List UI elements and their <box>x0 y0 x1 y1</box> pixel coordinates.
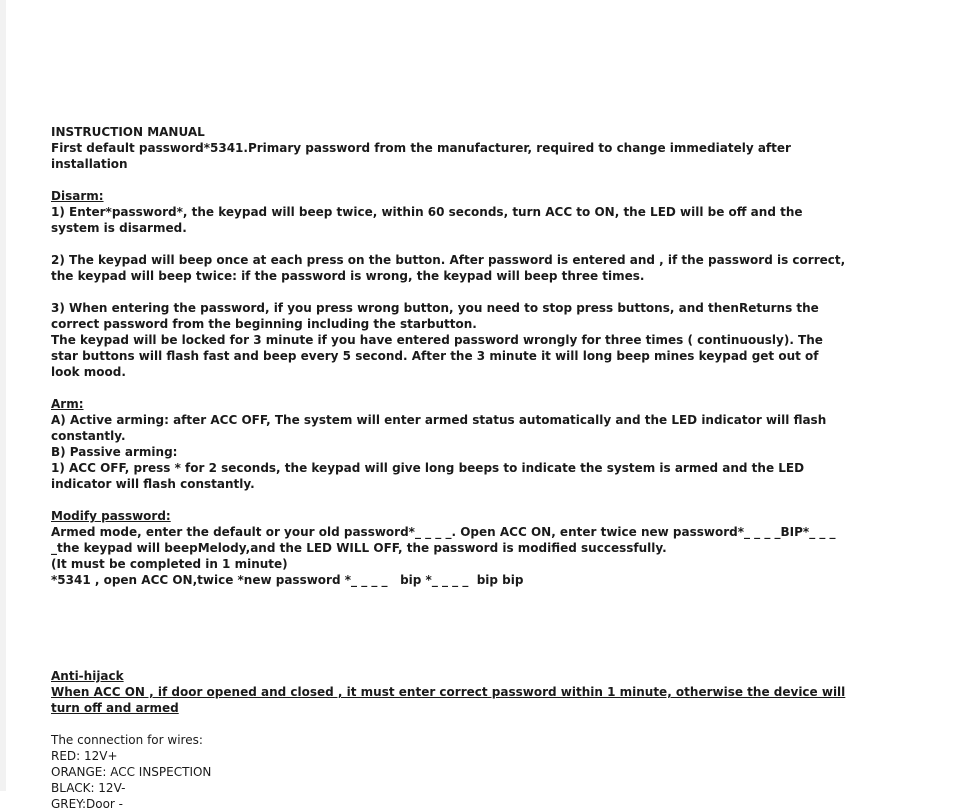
modify-time-note: (It must be completed in 1 minute) <box>51 557 288 571</box>
wire-black: BLACK: 12V- <box>51 781 126 795</box>
wire-red: RED: 12V+ <box>51 749 118 763</box>
lockout-note: The keypad will be locked for 3 minute if you have entered password wrongly for three times ( continuously). The star buttons will flash fast and beep every 5 second. After the 3 minute it will long beep mines keypad get out of look mood. <box>51 333 823 379</box>
intro-text: First default password*5341.Primary password from the manufacturer, required to change immediately after installation <box>51 141 791 171</box>
disarm-step-1: 1) Enter*password*, the keypad will beep twice, within 60 seconds, turn ACC to ON, the LED will be off and the system is disarmed. <box>51 205 803 235</box>
manual-content <box>51 124 851 812</box>
disarm-heading: Disarm: <box>51 189 104 203</box>
passive-arming: B) Passive arming: <box>51 445 178 459</box>
disarm-step-2: 2) The keypad will beep once at each press on the button. After password is entered and , if the password is correct, the keypad will beep twice: if the password is wrong, the keypad will beep three times. <box>51 253 846 283</box>
arm-heading: Arm: <box>51 397 84 411</box>
modify-example: *5341 , open ACC ON,twice *new password *_ _ _ _ bip *_ _ _ _ bip bip <box>51 573 524 587</box>
anti-hijack-text: When ACC ON , if door opened and closed , it must enter correct password within 1 minute, otherwise the device will turn off and armed <box>51 685 846 715</box>
wire-orange: ORANGE: ACC INSPECTION <box>51 765 212 779</box>
modify-text: Armed mode, enter the default or your old password*_ _ _ _. Open ACC ON, enter twice new password*_ _ _ _BIP*_ _ _ _the keypad will beepMelody,and the LED WILL OFF, the password is modified successfully. <box>51 525 836 555</box>
modify-heading: Modify password: <box>51 509 171 523</box>
disarm-step-3: 3) When entering the password, if you press wrong button, you need to stop press buttons, and thenReturns the correct password from the beginning including the starbutton. <box>51 301 819 331</box>
page-edge <box>0 0 6 791</box>
manual-title: INSTRUCTION MANUAL <box>51 125 205 139</box>
active-arming: A) Active arming: after ACC OFF, The system will enter armed status automatically and the LED indicator will flash constantly. <box>51 413 827 443</box>
passive-arming-step: 1) ACC OFF, press * for 2 seconds, the keypad will give long beeps to indicate the system is armed and the LED indicator will flash constantly. <box>51 461 805 491</box>
wire-grey: GREY:Door - <box>51 797 123 811</box>
wires-heading: The connection for wires: <box>51 733 203 747</box>
anti-hijack-heading: Anti-hijack <box>51 669 124 683</box>
